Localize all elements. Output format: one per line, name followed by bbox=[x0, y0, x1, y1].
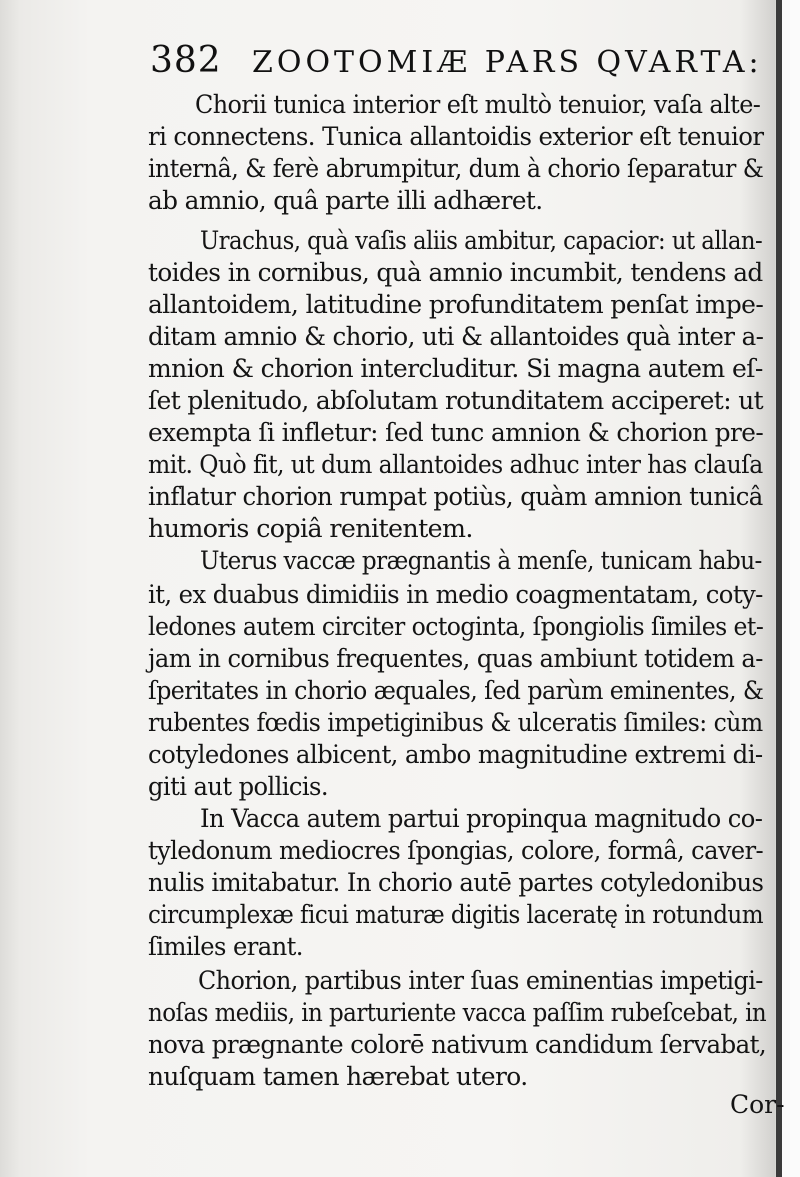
text-line: Chorion, partibus inter ſuas eminentias impetigi- bbox=[198, 966, 763, 995]
text-line: humoris copiâ renitentem. bbox=[148, 514, 473, 543]
text-line: inflatur chorion rumpat potiùs, quàm amnion tunicâ bbox=[148, 482, 763, 511]
page-number: 382 bbox=[150, 40, 222, 81]
catchword: Cor- bbox=[730, 1090, 785, 1119]
text-line: ſet plenitudo, abſolutam rotunditatem acciperet: ut bbox=[148, 386, 764, 415]
text-line: nuſquam tamen hærebat utero. bbox=[148, 1062, 528, 1091]
text-line: nulis imitabatur. In chorio autē partes cotyledonibus bbox=[148, 868, 764, 897]
running-title: ZOOTOMIÆ PARS QVARTA: bbox=[252, 45, 763, 80]
text-line: noſas mediis, in parturiente vacca paſſim rubeſcebat, in bbox=[148, 998, 767, 1027]
text-line: ab amnio, quâ parte illi adhæret. bbox=[148, 186, 543, 215]
text-line: allantoidem, latitudine profunditatem penſat impe- bbox=[148, 290, 764, 319]
text-line: mit. Quò fit, ut dum allantoides adhuc inter has clauſa bbox=[148, 450, 763, 479]
text-line: circumplexæ ficui maturæ digitis laceratę in rotundum bbox=[148, 900, 764, 929]
text-line: ledones autem circiter octoginta, ſpongiolis ſimiles et- bbox=[148, 612, 764, 641]
text-line: exempta ſi infletur: ſed tunc amnion & chorion pre- bbox=[148, 418, 764, 447]
next-page-edge bbox=[782, 0, 800, 1177]
running-head bbox=[150, 40, 763, 92]
page-gutter-shadow bbox=[776, 0, 782, 1177]
text-line: giti aut pollicis. bbox=[148, 772, 329, 801]
text-line: internâ, & ferè abrumpitur, dum à chorio ſeparatur & bbox=[148, 154, 764, 183]
text-line: rubentes fœdis impetiginibus & ulceratis ſimiles: cùm bbox=[148, 708, 763, 737]
text-line: Uterus vaccæ prægnantis à menſe, tunicam habu- bbox=[200, 546, 762, 575]
text-line: ri connectens. Tunica allantoidis exterior eſt tenuior bbox=[148, 122, 764, 151]
text-line: it, ex duabus dimidiis in medio coagmentatam, coty- bbox=[148, 580, 763, 609]
text-line: Chorii tunica interior eſt multò tenuior, vaſa alte- bbox=[195, 90, 761, 119]
text-line: ditam amnio & chorio, uti & allantoides quà inter a- bbox=[148, 322, 764, 351]
text-line: toides in cornibus, quà amnio incumbit, tendens ad bbox=[148, 258, 763, 287]
text-line: jam in cornibus frequentes, quas ambiunt totidem a- bbox=[148, 644, 763, 673]
text-line: tyledonum mediocres ſpongias, colore, formâ, caver- bbox=[148, 836, 764, 865]
text-line: ſimiles erant. bbox=[148, 932, 303, 961]
text-line: mnion & chorion intercluditur. Si magna autem eſ- bbox=[148, 354, 763, 383]
text-line: ſperitates in chorio æquales, ſed parùm eminentes, & bbox=[148, 676, 764, 705]
text-line: nova prægnante colorē nativum candidum ſervabat, bbox=[148, 1030, 767, 1059]
text-line: In Vacca autem partui propinqua magnitudo co- bbox=[200, 804, 763, 833]
text-line: Urachus, quà vaſis aliis ambitur, capacior: ut allan- bbox=[200, 226, 763, 255]
text-line: cotyledones albicent, ambo magnitudine extremi di- bbox=[148, 740, 763, 769]
